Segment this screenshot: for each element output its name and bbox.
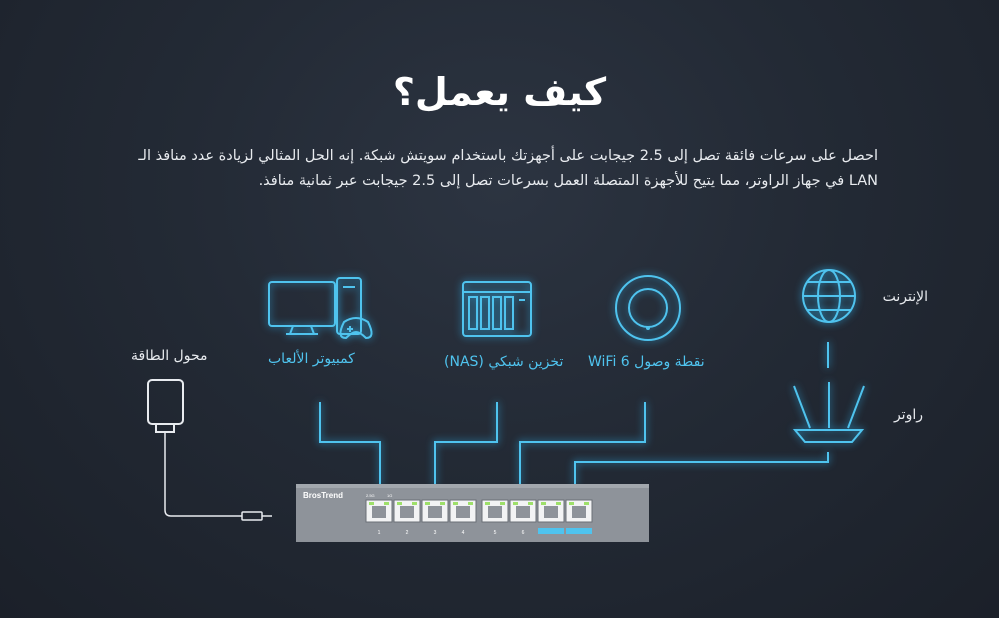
line-router-to-switch: [575, 452, 828, 486]
line-ap-to-switch: [520, 402, 645, 486]
access-point-icon: [616, 276, 680, 340]
gaming-pc-icon: [269, 278, 372, 338]
router-icon: [794, 382, 864, 442]
port-number: 2: [405, 530, 409, 536]
label-router: راوتر: [893, 407, 923, 423]
label-power-adapter: محول الطاقة: [131, 348, 208, 364]
port-number: 6: [521, 530, 525, 536]
port-number: 1: [377, 530, 381, 536]
port-number: 5: [493, 530, 497, 536]
svg-text:1G: 1G: [387, 493, 393, 498]
label-access-point: نقطة وصول WiFi 6: [588, 354, 705, 370]
globe-icon: [803, 270, 855, 322]
port-number: 3: [433, 530, 437, 536]
label-gaming-pc: كمبيوتر الألعاب: [268, 351, 355, 367]
page-title: كيف يعمل؟: [392, 70, 607, 114]
network-switch: [296, 484, 649, 542]
line-pc-to-switch: [320, 402, 380, 486]
label-nas: تخزين شبكي (NAS): [444, 354, 564, 370]
description-line-1: احصل على سرعات فائقة تصل إلى 2.5 جيجابت على أجهزتك باستخدام سويتش شبكة. إنه الحل المثالي لزيادة عدد منافذ الـ: [138, 148, 878, 164]
port-number: 4: [461, 530, 465, 536]
svg-text:2.5G: 2.5G: [366, 493, 375, 498]
nas-icon: [463, 282, 531, 336]
description-line-2: LAN في جهاز الراوتر، مما يتيح للأجهزة المتصلة العمل بسرعات تصل إلى 2.5 جيجابت عبر ثمانية منافذ.: [258, 173, 878, 189]
power-adapter-icon: [148, 380, 272, 520]
line-nas-to-switch: [435, 402, 497, 486]
label-internet: الإنترنت: [882, 289, 928, 305]
switch-brand: BrosTrend: [303, 491, 344, 500]
